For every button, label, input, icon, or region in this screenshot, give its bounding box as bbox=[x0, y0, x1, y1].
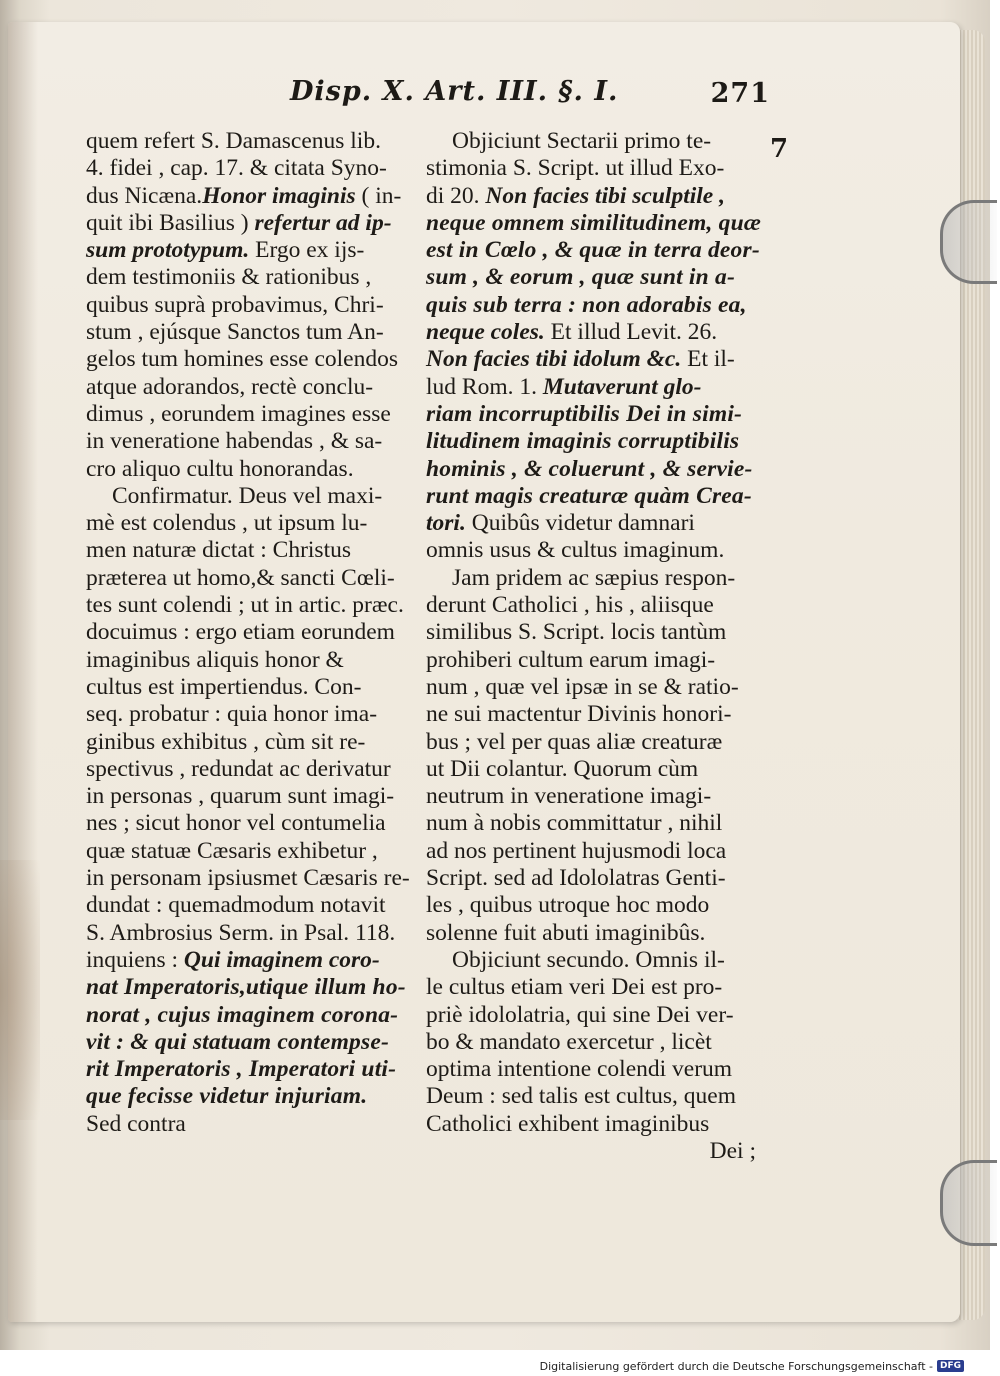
text-line: riam incorruptibilis Dei in simi- bbox=[426, 400, 743, 427]
text-line: ne sui mactentur Divinis honori- bbox=[426, 701, 732, 728]
text-line: gelos tum homines esse colendos bbox=[86, 346, 398, 373]
text-line: rit Imperatoris , Imperatori uti- bbox=[86, 1056, 397, 1083]
text-line: dus Nicæna.Honor imaginis ( in- bbox=[86, 182, 402, 209]
text-line: imaginibus aliquis honor & bbox=[86, 646, 344, 673]
text-line: Deum : sed talis est cultus, quem bbox=[426, 1083, 737, 1110]
text-line: Catholici exhibent imaginibus bbox=[426, 1110, 710, 1137]
text-line: atque adorandos, rectè conclu- bbox=[86, 373, 374, 400]
running-header bbox=[290, 76, 770, 116]
text-line: Objiciunt Sectarii primo te- bbox=[452, 128, 712, 154]
text-line: in personam ipsiusmet Cæsaris re- bbox=[86, 865, 410, 892]
text-line: solenne fuit abuti imaginibûs. bbox=[426, 919, 706, 946]
text-line: quæ statuæ Cæsaris exhibetur , bbox=[86, 837, 378, 864]
text-line: ut Dii colantur. Quorum cùm bbox=[426, 755, 699, 782]
page-clip-bottom bbox=[940, 1160, 997, 1246]
text-line: est in Cœlo , & quæ in terra deor- bbox=[426, 237, 760, 264]
text-line: priè idololatria, qui sine Dei ver- bbox=[426, 1001, 734, 1028]
text-line: lud Rom. 1. Mutaverunt glo- bbox=[426, 373, 702, 400]
text-line: præterea ut homo,& sancti Cœli- bbox=[86, 564, 395, 591]
text-line: dundat : quemadmodum notavit bbox=[86, 892, 386, 919]
left-text-column bbox=[86, 128, 416, 1138]
text-line: tes sunt colendi ; ut in artic. præc. bbox=[86, 592, 404, 619]
page-number: 271 bbox=[710, 78, 770, 109]
text-line: spectivus , redundat ac derivatur bbox=[86, 755, 391, 782]
text-line: Sed contra bbox=[86, 1110, 186, 1137]
text-line: que fecisse videtur injuriam. bbox=[86, 1083, 368, 1110]
text-line: num , quæ vel ipsæ in se & ratio- bbox=[426, 673, 739, 700]
text-line: runt magis creaturæ quàm Crea- bbox=[426, 482, 752, 509]
text-line: quis sub terra : non adorabis ea, bbox=[426, 291, 747, 318]
text-line: docuimus : ergo etiam eorundem bbox=[86, 619, 395, 646]
text-line: quit ibi Basilius ) refertur ad ip- bbox=[86, 209, 392, 236]
margin-mark: 7 bbox=[770, 134, 789, 164]
digitization-credit bbox=[540, 1358, 964, 1374]
text-line: inquiens : Qui imaginem coro- bbox=[86, 946, 380, 973]
text-line: dem testimoniis & rationibus , bbox=[86, 264, 372, 291]
text-line: Objiciunt secundo. Omnis il- bbox=[452, 946, 725, 973]
text-line: similibus S. Script. locis tantùm bbox=[426, 619, 727, 646]
paper-stain bbox=[0, 860, 40, 1120]
text-line: Jam pridem ac sæpius respon- bbox=[452, 564, 736, 591]
text-line: neque coles. Et illud Levit. 26. bbox=[426, 319, 718, 346]
text-line: Script. sed ad Idololatras Genti- bbox=[426, 865, 726, 892]
text-line: seq. probatur : quia honor ima- bbox=[86, 701, 378, 728]
text-line: Dei ; bbox=[709, 1137, 756, 1164]
text-line: nat Imperatoris,utique illum ho- bbox=[86, 974, 406, 1001]
text-line: men naturæ dictat : Christus bbox=[86, 537, 351, 564]
text-line: le cultus etiam veri Dei est pro- bbox=[426, 974, 723, 1001]
text-line: sum prototypum. Ergo ex ijs- bbox=[86, 237, 365, 264]
text-line: prohiberi cultum earum imagi- bbox=[426, 646, 716, 673]
text-line: norat , cujus imaginem corona- bbox=[86, 1001, 399, 1028]
text-line: 4. fidei , cap. 17. & citata Syno- bbox=[86, 155, 387, 182]
credit-text: Digitalisierung gefördert durch die Deutsche Forschungsgemeinschaft - bbox=[539, 1359, 933, 1373]
text-line: omnis usus & cultus imaginum. bbox=[426, 537, 725, 564]
text-line: di 20. Non facies tibi sculptile , bbox=[426, 182, 725, 209]
text-line: les , quibus utroque hoc modo bbox=[426, 892, 710, 919]
text-line: optima intentione colendi verum bbox=[426, 1056, 733, 1083]
right-text-column bbox=[426, 128, 762, 1165]
text-line: Confirmatur. Deus vel maxi- bbox=[112, 482, 383, 509]
text-line: quem refert S. Damascenus lib. bbox=[86, 128, 381, 154]
text-line: S. Ambrosius Serm. in Psal. 118. bbox=[86, 919, 396, 946]
text-line: cro aliquo cultu honorandas. bbox=[86, 455, 354, 482]
text-line: bus ; vel per quas aliæ creaturæ bbox=[426, 728, 723, 755]
text-line: Non facies tibi idolum &c. Et il- bbox=[426, 346, 735, 373]
text-line: in personas , quarum sunt imagi- bbox=[86, 783, 395, 810]
text-line: vit : & qui statuam contempse- bbox=[86, 1028, 390, 1055]
text-line: hominis , & coluerunt , & servie- bbox=[426, 455, 753, 482]
text-line: in veneratione habendas , & sa- bbox=[86, 428, 383, 455]
text-line: sum , & eorum , quæ sunt in a- bbox=[426, 264, 735, 291]
text-line: dimus , eorundem imagines esse bbox=[86, 400, 391, 427]
text-line: ad nos pertinent hujusmodi loca bbox=[426, 837, 727, 864]
text-line: stum , ejúsque Sanctos tum An- bbox=[86, 319, 384, 346]
text-line: litudinem imaginis corruptibilis bbox=[426, 428, 740, 455]
text-line: neutrum in veneratione imagi- bbox=[426, 783, 712, 810]
running-head: Disp. X. Art. III. §. I. bbox=[290, 76, 619, 107]
page-clip-top bbox=[940, 200, 997, 284]
text-line: ginibus exhibitus , cùm sit re- bbox=[86, 728, 366, 755]
text-line: derunt Catholici , his , aliisque bbox=[426, 592, 714, 619]
text-line: quibus suprà probavimus, Chri- bbox=[86, 291, 384, 318]
dfg-logo: DFG bbox=[937, 1360, 964, 1372]
text-line: num à nobis committatur , nihil bbox=[426, 810, 723, 837]
text-line: bo & mandato exercetur , licèt bbox=[426, 1028, 712, 1055]
text-line: cultus est impertiendus. Con- bbox=[86, 673, 362, 700]
text-line: nes ; sicut honor vel contumelia bbox=[86, 810, 386, 837]
text-line: neque omnem similitudinem, quæ bbox=[426, 209, 762, 236]
text-line: tori. Quibûs videtur damnari bbox=[426, 510, 695, 537]
text-line: mè est colendus , ut ipsum lu- bbox=[86, 510, 368, 537]
text-line: stimonia S. Script. ut illud Exo- bbox=[426, 155, 725, 182]
